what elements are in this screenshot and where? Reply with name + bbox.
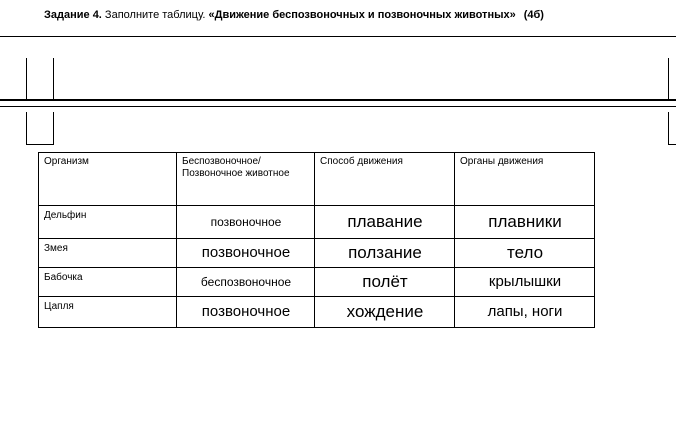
column-header-organism: Организм (39, 153, 177, 206)
task-instruction: Заполните таблицу. (101, 9, 206, 21)
cell-movement-answer[interactable]: ползание (315, 239, 455, 268)
cell-type-answer[interactable]: позвоночное (177, 206, 315, 239)
task-heading (44, 8, 666, 22)
cell-movement-answer[interactable]: хождение (315, 297, 455, 328)
task-title: «Движение беспозвоночных и позвоночных животных» (208, 9, 516, 21)
table-row (39, 239, 595, 268)
page-divider-middle-thin (0, 106, 676, 107)
cell-type-answer[interactable]: беспозвоночное (177, 268, 315, 297)
cell-organism: Цапля (39, 297, 177, 328)
cell-movement-answer[interactable]: полёт (315, 268, 455, 297)
table-row (39, 206, 595, 239)
cell-type-answer[interactable]: позвоночное (177, 297, 315, 328)
answer-table (38, 152, 595, 328)
cell-organism: Змея (39, 239, 177, 268)
cell-organism: Дельфин (39, 206, 177, 239)
column-header-movement: Способ движения (315, 153, 455, 206)
table-header-row (39, 153, 595, 206)
cell-organs-answer[interactable]: лапы, ноги (455, 297, 595, 328)
cell-organs-answer[interactable]: плавники (455, 206, 595, 239)
task-number: Задание 4. (44, 9, 102, 21)
scan-corner-left-upper (26, 58, 54, 101)
cell-organs-answer[interactable]: крылышки (455, 268, 595, 297)
cell-movement-answer[interactable]: плавание (315, 206, 455, 239)
scan-corner-left-lower (26, 112, 54, 145)
scan-corner-right-upper (668, 58, 676, 101)
scan-corner-right-lower (668, 112, 676, 145)
table-row (39, 268, 595, 297)
column-header-organs: Органы движения (455, 153, 595, 206)
cell-organs-answer[interactable]: тело (455, 239, 595, 268)
cell-type-answer[interactable]: позвоночное (177, 239, 315, 268)
table-row (39, 297, 595, 328)
column-header-type: Беспозвоночное/ Позвоночное животное (177, 153, 315, 206)
page-divider-top (0, 36, 676, 37)
page-divider-middle-thick (0, 99, 676, 101)
answer-table-wrapper (38, 152, 594, 328)
cell-organism: Бабочка (39, 268, 177, 297)
task-points: (4б) (523, 9, 544, 21)
